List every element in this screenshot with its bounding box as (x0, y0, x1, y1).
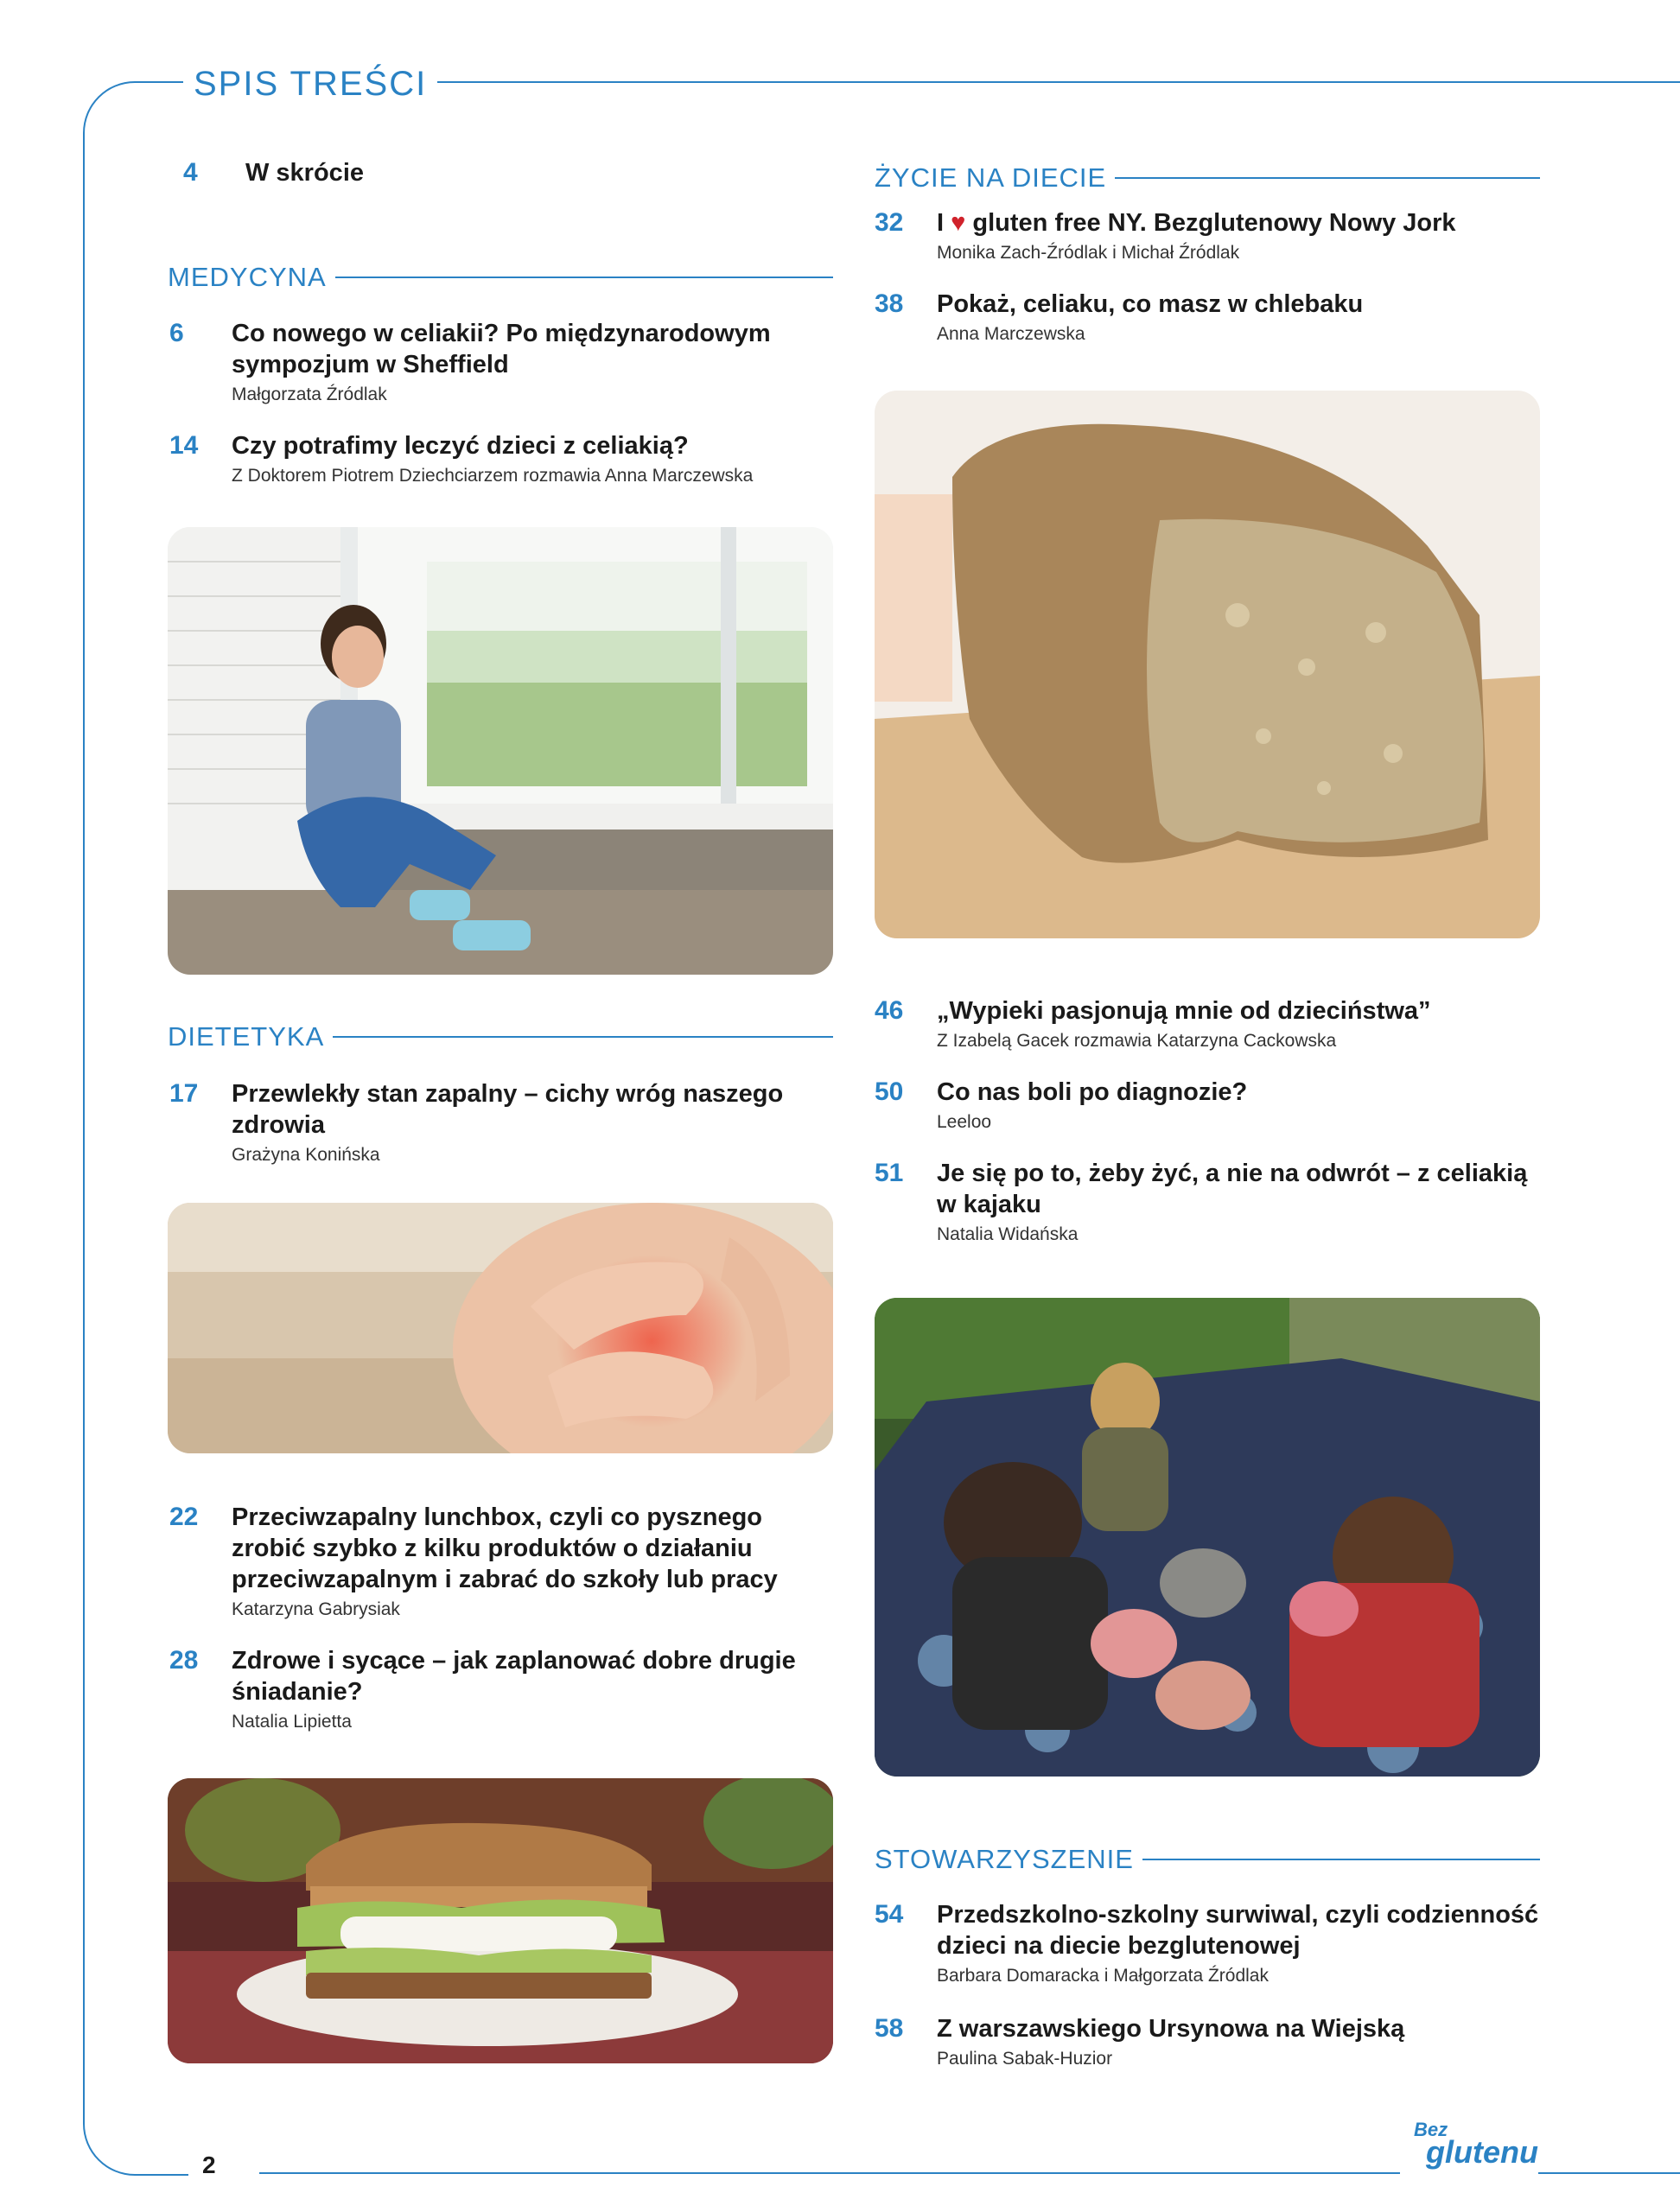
page-number: 51 (875, 1159, 904, 1187)
section-line (335, 276, 833, 278)
entry-title-line-1: Przeciwzapalny lunchbox, czyli co pysznego (232, 1503, 762, 1531)
page-number: 46 (875, 996, 904, 1025)
entry-title-line-2: w kajaku (937, 1191, 1041, 1218)
entry-title-line-1: Przedszkolno-szkolny surwiwal, czyli codzienność (937, 1901, 1539, 1929)
photo-bread-loaf (875, 391, 1540, 938)
entry-author: Paulina Sabak-Huzior (937, 2049, 1113, 2069)
entry-author: Anna Marczewska (937, 324, 1085, 344)
entry-title-prefix: I (937, 209, 945, 237)
entry-title-line-2: dzieci na diecie bezglutenowej (937, 1932, 1301, 1960)
page-number: 28 (169, 1646, 199, 1675)
bez-glutenu-logo (1409, 2119, 1538, 2188)
entry-author: Natalia Widańska (937, 1224, 1079, 1244)
entry-title: Co nas boli po diagnozie? (937, 1078, 1248, 1106)
section-title: STOWARZYSZENIE (875, 1844, 1134, 1874)
entry-author: Z Doktorem Piotrem Dziechciarzem rozmawia Anna Marczewska (232, 466, 754, 486)
photo-picnic-kids (875, 1298, 1540, 1777)
entry-author: Monika Zach-Źródlak i Michał Źródlak (937, 243, 1240, 263)
toc-entry-51[interactable] (875, 1158, 1557, 1244)
entry-author: Z Izabelą Gacek rozmawia Katarzyna Cackowska (937, 1031, 1337, 1051)
entry-author: Barbara Domaracka i Małgorzata Źródlak (937, 1966, 1269, 1986)
photo-sandwich (168, 1778, 833, 2063)
entry-title: Czy potrafimy leczyć dzieci z celiakią? (232, 432, 689, 460)
section-zycie-na-diecie (875, 162, 1540, 194)
logo-main-text: glutenu (1426, 2134, 1538, 2170)
entry-author: Grażyna Konińska (232, 1145, 380, 1165)
entry-title: W skrócie (245, 159, 364, 187)
toc-entry-32[interactable] (875, 207, 1549, 268)
toc-entry-46[interactable] (875, 995, 1549, 1056)
page-number: 14 (169, 431, 199, 460)
toc-entry-50[interactable] (875, 1077, 1549, 1137)
page-number: 58 (875, 2014, 904, 2043)
page-number: 54 (875, 1900, 904, 1929)
entry-title-line-1: Zdrowe i sycące – jak zaplanować dobre drugie (232, 1647, 796, 1675)
toc-entry-4[interactable] (183, 157, 840, 192)
section-line (333, 1036, 833, 1038)
entry-title-line-2: zrobić szybko z kilku produktów o działaniu (232, 1535, 753, 1562)
section-title: MEDYCYNA (168, 262, 327, 292)
toc-entry-28[interactable] (169, 1645, 843, 1732)
frame-top-line (404, 81, 1680, 83)
frame-bottom-line (259, 2172, 1400, 2174)
entry-author: Małgorzata Źródlak (232, 385, 387, 404)
logo-top-text: Bez (1414, 2119, 1448, 2140)
toc-entry-54[interactable] (875, 1899, 1557, 1986)
photo-boy-window (168, 527, 833, 975)
entry-title-line-2: zdrowia (232, 1111, 325, 1139)
toc-entry-14[interactable] (169, 430, 843, 491)
toc-entry-22[interactable] (169, 1502, 843, 1623)
page-number: 4 (183, 158, 198, 187)
footer-page-number: 2 (202, 2152, 216, 2178)
page-number: 32 (875, 208, 904, 237)
section-medycyna (168, 262, 833, 293)
entry-title-line-2: śniadanie? (232, 1678, 363, 1706)
page-number: 50 (875, 1077, 904, 1106)
page-number: 38 (875, 289, 904, 318)
entry-title-line-1: Je się po to, żeby żyć, a nie na odwrót – z celiakią (937, 1160, 1528, 1187)
page-number: 17 (169, 1079, 199, 1108)
entry-title-line-2: sympozjum w Sheffield (232, 351, 509, 378)
section-dietetyka (168, 1021, 833, 1052)
entry-title-line-3: przeciwzapalnym i zabrać do szkoły lub pracy (232, 1566, 778, 1593)
entry-title-line-1: Co nowego w celiakii? Po międzynarodowym (232, 320, 771, 347)
section-stowarzyszenie (875, 1844, 1540, 1875)
section-line (1142, 1859, 1540, 1860)
section-line (1115, 177, 1540, 179)
entry-title: Z warszawskiego Ursynowa na Wiejską (937, 2015, 1405, 2043)
photo-knee-pain (168, 1203, 833, 1453)
heart-icon: ♥ (951, 209, 966, 237)
toc-entry-17[interactable] (169, 1078, 843, 1165)
section-title: DIETETYKA (168, 1021, 325, 1052)
page-number: 22 (169, 1503, 199, 1531)
page-number: 6 (169, 319, 184, 347)
entry-author: Leeloo (937, 1112, 992, 1132)
entry-title-rest: gluten free NY. Bezglutenowy Nowy Jork (972, 209, 1456, 237)
entry-title: „Wypieki pasjonują mnie od dzieciństwa” (937, 997, 1431, 1025)
frame-bottom-line-right (1538, 2172, 1680, 2174)
entry-title-line-1: Przewlekły stan zapalny – cichy wróg naszego (232, 1080, 784, 1108)
toc-entry-58[interactable] (875, 2013, 1549, 2074)
toc-entry-38[interactable] (875, 289, 1549, 349)
section-title: ŻYCIE NA DIECIE (875, 162, 1107, 193)
page-title: SPIS TREŚCI (183, 62, 437, 105)
entry-author: Natalia Lipietta (232, 1712, 352, 1732)
entry-author: Katarzyna Gabrysiak (232, 1599, 400, 1619)
entry-title (937, 207, 1456, 238)
entry-title: Pokaż, celiaku, co masz w chlebaku (937, 290, 1364, 318)
toc-entry-6[interactable] (169, 318, 843, 404)
